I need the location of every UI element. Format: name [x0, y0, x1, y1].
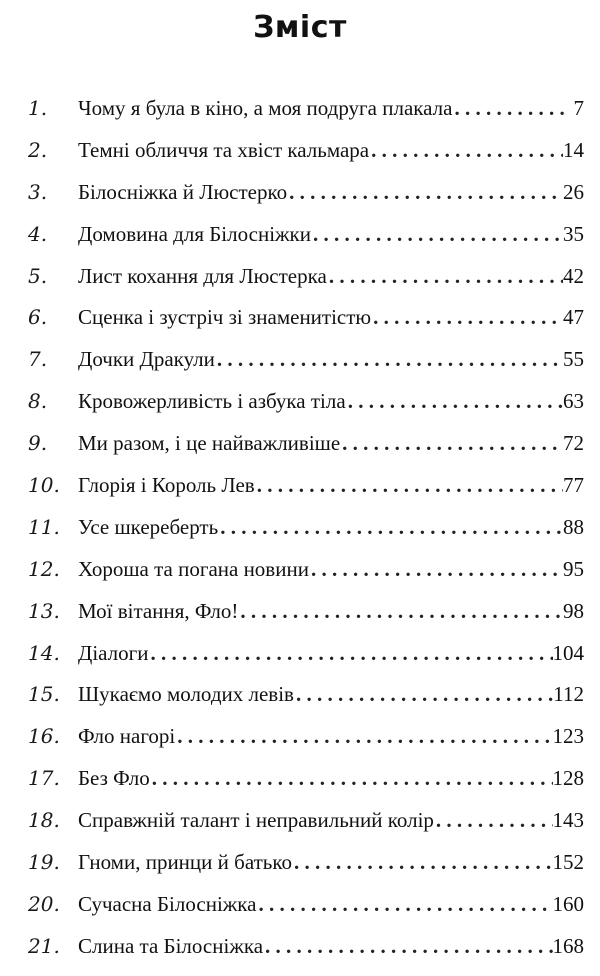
- chapter-title: Слина та Білосніжка: [78, 933, 264, 958]
- chapter-title: Гноми, принци й батько: [78, 850, 292, 875]
- toc-entry: [28, 515, 584, 557]
- toc-entry: [28, 473, 584, 515]
- chapter-title: Фло нагорі: [78, 724, 176, 749]
- dot-leader: [369, 138, 563, 163]
- chapter-number: 3.: [28, 179, 48, 204]
- chapter-page: 55: [563, 347, 584, 372]
- chapter-number: 21.: [28, 933, 60, 958]
- chapter-page: 88: [563, 514, 584, 539]
- chapter-title: Глорія і Король Лев: [78, 473, 255, 498]
- dot-leader: [346, 389, 563, 414]
- toc-entry: [28, 682, 584, 724]
- dot-leader: [287, 180, 563, 205]
- chapter-number: 9.: [28, 431, 48, 456]
- chapter-title: Ми разом, і це найважливіше: [78, 431, 341, 456]
- toc-entry: [28, 389, 584, 431]
- dot-leader: [371, 305, 563, 330]
- chapter-page: 143: [552, 808, 584, 833]
- chapter-title: Діалоги: [78, 640, 149, 665]
- toc-entry: [28, 264, 584, 306]
- chapter-number: 19.: [28, 850, 60, 875]
- chapter-title: Мої вітання, Фло!: [78, 598, 239, 623]
- table-of-contents: [28, 96, 584, 976]
- toc-entry: [28, 599, 584, 641]
- dot-leader: [150, 766, 553, 791]
- chapter-number: 8.: [28, 389, 48, 414]
- toc-entry: [28, 222, 584, 264]
- chapter-number: 13.: [28, 598, 60, 623]
- dot-leader: [434, 808, 553, 833]
- chapter-number: 11.: [28, 514, 60, 539]
- toc-entry: [28, 180, 584, 222]
- chapter-page: 26: [563, 179, 584, 204]
- page-title: Зміст: [253, 10, 347, 45]
- chapter-page: 112: [553, 682, 584, 707]
- dot-leader: [340, 431, 563, 456]
- chapter-page: 7: [573, 96, 584, 120]
- chapter-number: 4.: [28, 221, 48, 246]
- chapter-title: Хороша та погана новини: [78, 556, 309, 581]
- chapter-number: 14.: [28, 640, 60, 665]
- toc-entry: [28, 850, 584, 892]
- chapter-number: 15.: [28, 682, 60, 707]
- dot-leader: [215, 347, 563, 372]
- chapter-number: 2.: [28, 137, 48, 162]
- dot-leader: [257, 892, 553, 917]
- chapter-page: 72: [563, 431, 584, 456]
- chapter-title: Дочки Дракули: [78, 347, 215, 372]
- toc-entry: [28, 96, 584, 138]
- toc-entry: [28, 892, 584, 934]
- chapter-page: 35: [563, 221, 584, 246]
- dot-leader: [218, 515, 563, 540]
- chapter-page: 152: [552, 850, 584, 875]
- dot-leader: [309, 557, 563, 582]
- dot-leader: [452, 96, 570, 121]
- toc-entry: [28, 347, 584, 389]
- chapter-title: Усе шкереберть: [78, 514, 219, 539]
- chapter-page: 168: [552, 933, 584, 958]
- chapter-page: 123: [552, 724, 584, 749]
- chapter-title: Білосніжка й Люстерко: [78, 179, 288, 204]
- dot-leader: [327, 264, 563, 289]
- chapter-title: Лист кохання для Люстерка: [78, 263, 327, 288]
- dot-leader: [255, 473, 563, 498]
- chapter-page: 14: [563, 137, 584, 162]
- dot-leader: [149, 641, 553, 666]
- chapter-number: 17.: [28, 766, 60, 791]
- dot-leader: [263, 934, 552, 959]
- chapter-title: Темні обличчя та хвіст кальмара: [78, 137, 370, 162]
- chapter-page: 42: [563, 263, 584, 288]
- chapter-page: 128: [552, 766, 584, 791]
- chapter-number: 1.: [28, 96, 48, 120]
- toc-entry: [28, 138, 584, 180]
- chapter-title: Кровожерливість і азбука тіла: [78, 389, 346, 414]
- dot-leader: [238, 599, 563, 624]
- chapter-page: 95: [563, 556, 584, 581]
- chapter-title: Справжній талант і неправильний колір: [78, 808, 434, 833]
- chapter-number: 10.: [28, 473, 60, 498]
- chapter-page: 104: [552, 640, 584, 665]
- dot-leader: [175, 724, 552, 749]
- chapter-page: 63: [563, 389, 584, 414]
- toc-entry: [28, 305, 584, 347]
- dot-leader: [292, 850, 553, 875]
- chapter-title: Шукаємо молодих левів: [78, 682, 294, 707]
- chapter-number: 12.: [28, 556, 60, 581]
- toc-entry: [28, 557, 584, 599]
- toc-entry: [28, 766, 584, 808]
- dot-leader: [294, 682, 553, 707]
- chapter-title: Домовина для Білосніжки: [78, 221, 311, 246]
- chapter-number: 20.: [28, 891, 60, 916]
- chapter-title: Без Фло: [78, 766, 150, 791]
- chapter-page: 47: [563, 305, 584, 330]
- chapter-page: 98: [563, 598, 584, 623]
- chapter-number: 6.: [28, 305, 48, 330]
- chapter-page: 160: [552, 891, 584, 916]
- toc-entry: [28, 431, 584, 473]
- chapter-number: 16.: [28, 724, 60, 749]
- dot-leader: [311, 222, 563, 247]
- chapter-title: Чому я була в кіно, а моя подруга плакала: [78, 96, 453, 120]
- chapter-number: 7.: [28, 347, 48, 372]
- toc-entry: [28, 724, 584, 766]
- chapter-title: Сучасна Білосніжка: [78, 891, 257, 916]
- chapter-page: 77: [563, 473, 584, 498]
- chapter-number: 5.: [28, 263, 48, 288]
- chapter-title: Сценка і зустріч зі знаменитістю: [78, 305, 372, 330]
- toc-entry: [28, 808, 584, 850]
- chapter-number: 18.: [28, 808, 60, 833]
- toc-entry: [28, 934, 584, 976]
- toc-entry: [28, 641, 584, 683]
